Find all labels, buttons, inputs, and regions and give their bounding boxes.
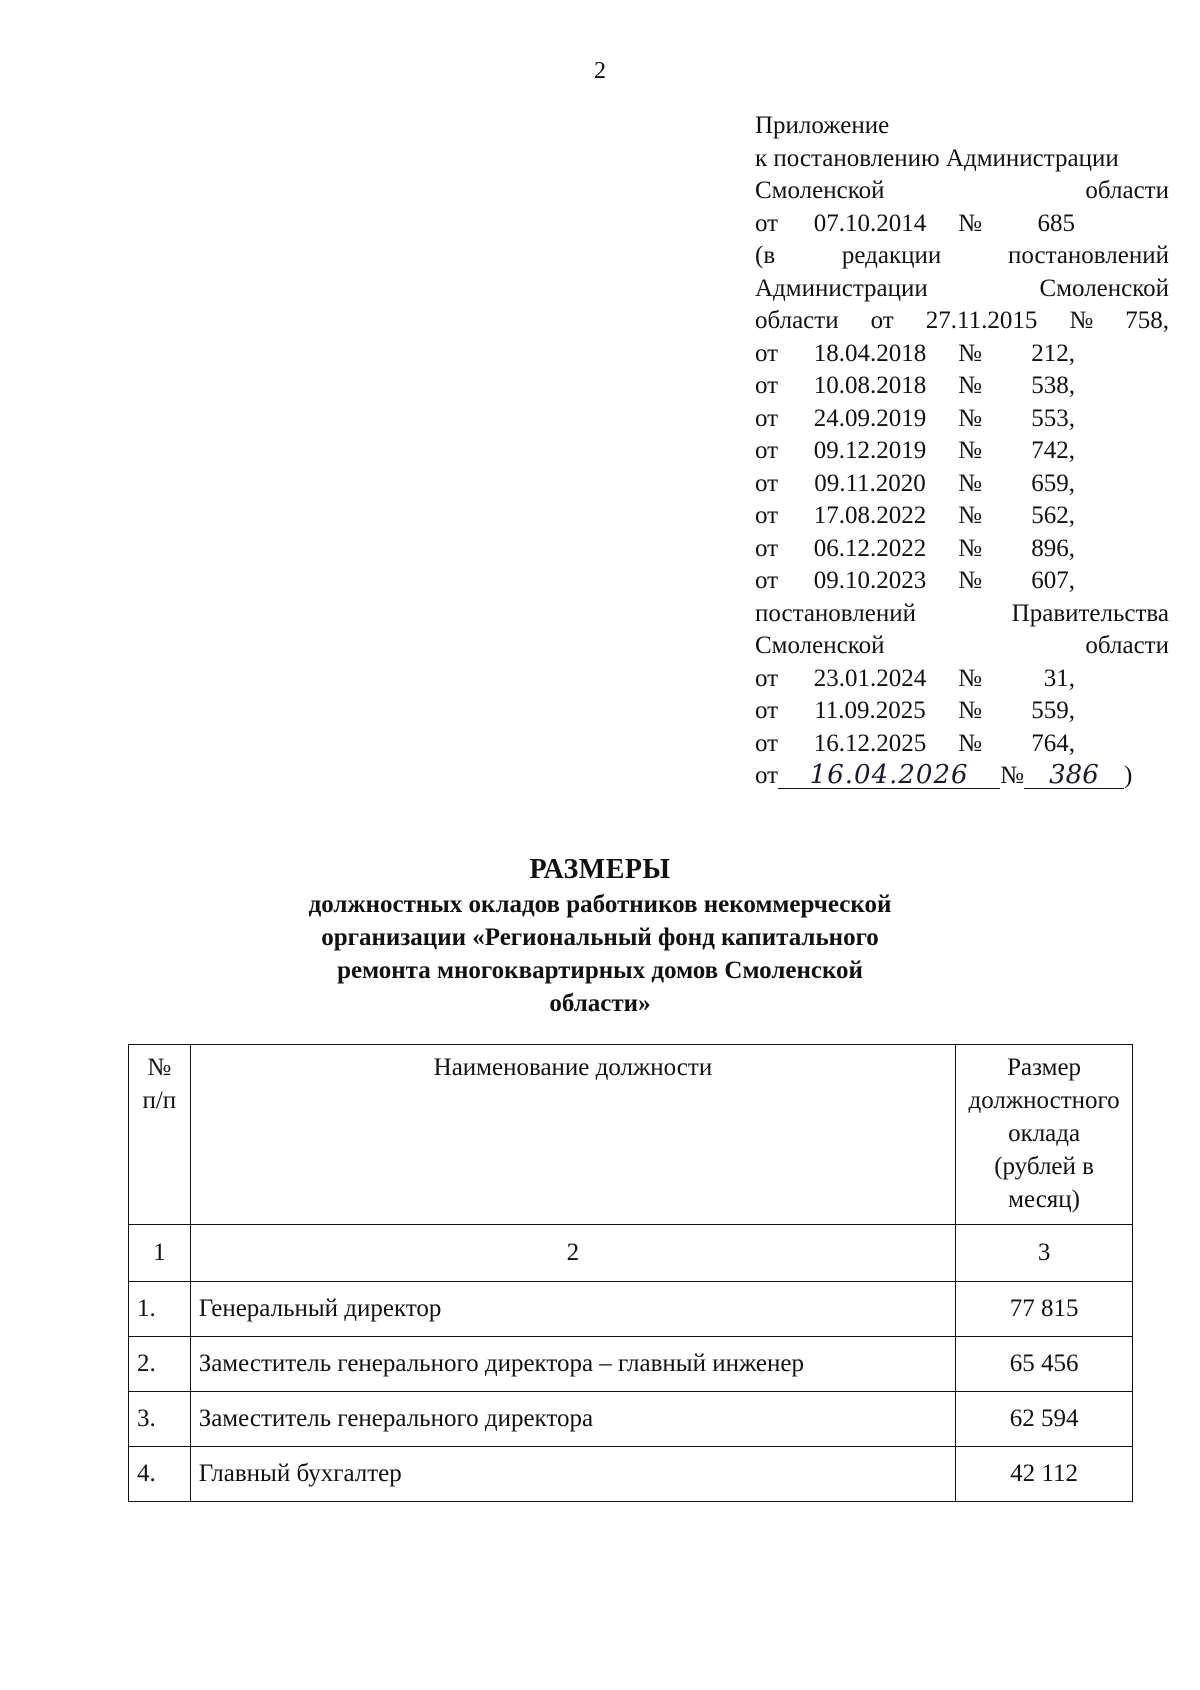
appendix-line xyxy=(755,143,1169,176)
appendix-ref-ot: от xyxy=(755,567,779,594)
appendix-ref-sign: № xyxy=(958,534,982,562)
appendix-text: к постановлению Администрации xyxy=(755,144,1119,172)
appendix-ref-ot: от xyxy=(755,469,779,497)
appendix-ref-num: 742, xyxy=(1031,437,1075,464)
row-number: 3. xyxy=(129,1392,191,1447)
appendix-ref-date: 07.10.2014 xyxy=(813,209,927,237)
appendix-line xyxy=(755,468,1169,501)
appendix-ref-num: 685 xyxy=(1037,209,1075,237)
appendix-last-line xyxy=(755,760,1169,793)
appendix-line xyxy=(755,435,1169,468)
appendix-line xyxy=(755,338,1169,371)
appendix-line xyxy=(755,240,1169,273)
appendix-ref-date: 18.04.2018 xyxy=(813,339,927,367)
appendix-ref-ot: от xyxy=(755,209,779,237)
appendix-ref-sign: № xyxy=(958,502,982,529)
appendix-line xyxy=(755,370,1169,403)
appendix-ref-num: 562, xyxy=(1031,502,1075,529)
appendix-word: 758, xyxy=(1125,307,1169,334)
salary-value: 42 112 xyxy=(956,1447,1133,1502)
appendix-ref-date: 16.12.2025 xyxy=(813,729,927,757)
appendix-ref-sign: № xyxy=(958,697,982,724)
appendix-ref-date: 23.01.2024 xyxy=(813,664,927,692)
appendix-line xyxy=(755,728,1169,761)
appendix-ref-num: 764, xyxy=(1031,729,1075,757)
row-number: 4. xyxy=(129,1447,191,1502)
position-name: Главный бухгалтер xyxy=(190,1447,955,1502)
header-line: Размер xyxy=(1007,1054,1082,1081)
title-subtitle-line: области» xyxy=(549,990,651,1017)
appendix-line xyxy=(755,403,1169,436)
appendix-ref-num: 607, xyxy=(1031,567,1075,594)
appendix-ref-sign: № xyxy=(958,209,982,237)
appendix-line xyxy=(755,208,1169,241)
row-number: 1. xyxy=(129,1282,191,1337)
appendix-line xyxy=(755,533,1169,566)
appendix-line xyxy=(755,500,1169,533)
appendix-ref-sign: № xyxy=(958,437,982,464)
title-subtitle-line: организации «Региональный фонд капитального xyxy=(321,924,879,951)
appendix-word: Смоленской xyxy=(1039,274,1169,302)
salary-value: 77 815 xyxy=(956,1282,1133,1337)
appendix-ref-sign: № xyxy=(958,339,982,367)
appendix-ref-ot: от xyxy=(755,372,779,399)
appendix-ref-date: 10.08.2018 xyxy=(813,372,927,399)
table-header-row xyxy=(129,1045,1133,1225)
appendix-line xyxy=(755,630,1169,663)
appendix-word: Правительства xyxy=(1011,599,1169,627)
header-position: Наименование должности xyxy=(190,1045,955,1225)
appendix-ref-num: 559, xyxy=(1031,697,1075,724)
appendix-ref-date: 09.11.2020 xyxy=(814,469,926,497)
appendix-word: 27.11.2015 xyxy=(925,307,1038,334)
appendix-line xyxy=(755,598,1169,631)
position-name: Заместитель генерального директора – главный инженер xyxy=(190,1337,955,1392)
header-line: оклада xyxy=(1008,1120,1081,1147)
appendix-line xyxy=(755,663,1169,696)
appendix-ref-date: 24.09.2019 xyxy=(813,404,927,432)
appendix-ref-ot: от xyxy=(755,729,779,757)
position-name: Генеральный директор xyxy=(190,1282,955,1337)
appendix-word: постановлений xyxy=(755,599,916,627)
appendix-ref-date: 09.12.2019 xyxy=(813,437,927,464)
appendix-ref-ot: от xyxy=(755,534,779,562)
salary-value: 65 456 xyxy=(956,1337,1133,1392)
appendix-ref-date: 06.12.2022 xyxy=(813,534,927,562)
appendix-word: постановлений xyxy=(1007,242,1169,269)
header-line: № xyxy=(147,1054,172,1081)
header-number xyxy=(129,1045,191,1225)
header-line: (рублей в xyxy=(994,1153,1094,1180)
appendix-word: области xyxy=(1085,632,1169,659)
position-name: Заместитель генерального директора xyxy=(190,1392,955,1447)
appendix-word: Смоленской xyxy=(755,632,885,659)
appendix-ref-ot: от xyxy=(755,697,779,724)
appendix-ref-sign: № xyxy=(958,372,982,399)
table-row xyxy=(129,1337,1133,1392)
appendix-line xyxy=(755,565,1169,598)
appendix-word: Смоленской xyxy=(755,177,885,204)
appendix-line xyxy=(755,175,1169,208)
salary-table xyxy=(128,1044,1133,1502)
column-number: 3 xyxy=(956,1225,1133,1282)
page-number: 2 xyxy=(594,58,606,84)
appendix-ref-num: 553, xyxy=(1031,404,1075,432)
column-number: 1 xyxy=(129,1225,191,1282)
salary-value: 62 594 xyxy=(956,1392,1133,1447)
appendix-word: области xyxy=(755,307,839,334)
handwritten-number: 386 xyxy=(1024,762,1124,789)
appendix-word: Администрации xyxy=(755,274,928,302)
appendix-ref-num: 31, xyxy=(1043,664,1075,692)
appendix-heading xyxy=(755,110,1169,793)
appendix-ref-sign: № xyxy=(1000,762,1024,789)
document-title xyxy=(200,852,1000,1020)
appendix-word: области xyxy=(1085,177,1169,204)
title-subtitle-line: должностных окладов работников некоммерческой xyxy=(308,891,892,918)
appendix-ref-sign: № xyxy=(958,664,982,692)
appendix-ref-ot: от xyxy=(755,339,779,367)
appendix-line xyxy=(755,110,1169,143)
appendix-line xyxy=(755,273,1169,306)
appendix-word: от xyxy=(870,307,894,334)
title-main: РАЗМЕРЫ xyxy=(529,854,671,885)
appendix-ref-sign: № xyxy=(958,729,982,757)
appendix-ref-ot: от xyxy=(755,762,779,789)
header-salary xyxy=(956,1045,1133,1225)
column-number-row xyxy=(129,1225,1133,1282)
appendix-line xyxy=(755,695,1169,728)
table-row xyxy=(129,1282,1133,1337)
appendix-ref-ot: от xyxy=(755,404,779,432)
appendix-ref-sign: № xyxy=(958,404,982,432)
appendix-word: (в xyxy=(755,242,776,269)
appendix-word: редакции xyxy=(841,242,942,269)
appendix-ref-sign: № xyxy=(958,469,982,497)
appendix-word: № xyxy=(1069,307,1094,334)
column-number: 2 xyxy=(190,1225,955,1282)
table-row xyxy=(129,1447,1133,1502)
appendix-ref-num: 538, xyxy=(1031,372,1075,399)
appendix-ref-num: 659, xyxy=(1031,469,1075,497)
appendix-ref-date: 17.08.2022 xyxy=(813,502,927,529)
appendix-ref-num: 212, xyxy=(1031,339,1075,367)
row-number: 2. xyxy=(129,1337,191,1392)
appendix-ref-sign: № xyxy=(958,567,982,594)
appendix-line xyxy=(755,305,1169,338)
appendix-ref-num: 896, xyxy=(1031,534,1075,562)
appendix-text: Приложение xyxy=(755,112,890,139)
closing-bracket: ) xyxy=(1123,762,1133,789)
appendix-ref-ot: от xyxy=(755,502,779,529)
appendix-ref-ot: от xyxy=(755,664,779,692)
appendix-ref-date: 11.09.2025 xyxy=(814,697,926,724)
header-line: месяц) xyxy=(1008,1186,1080,1213)
title-subtitle-line: ремонта многоквартирных домов Смоленской xyxy=(337,957,863,984)
table-row xyxy=(129,1392,1133,1447)
appendix-ref-ot: от xyxy=(755,437,779,464)
appendix-ref-date: 09.10.2023 xyxy=(813,567,927,594)
header-line: п/п xyxy=(142,1087,177,1114)
header-line: должностного xyxy=(968,1087,1120,1114)
handwritten-date: 16.04.2026 xyxy=(778,762,1000,789)
